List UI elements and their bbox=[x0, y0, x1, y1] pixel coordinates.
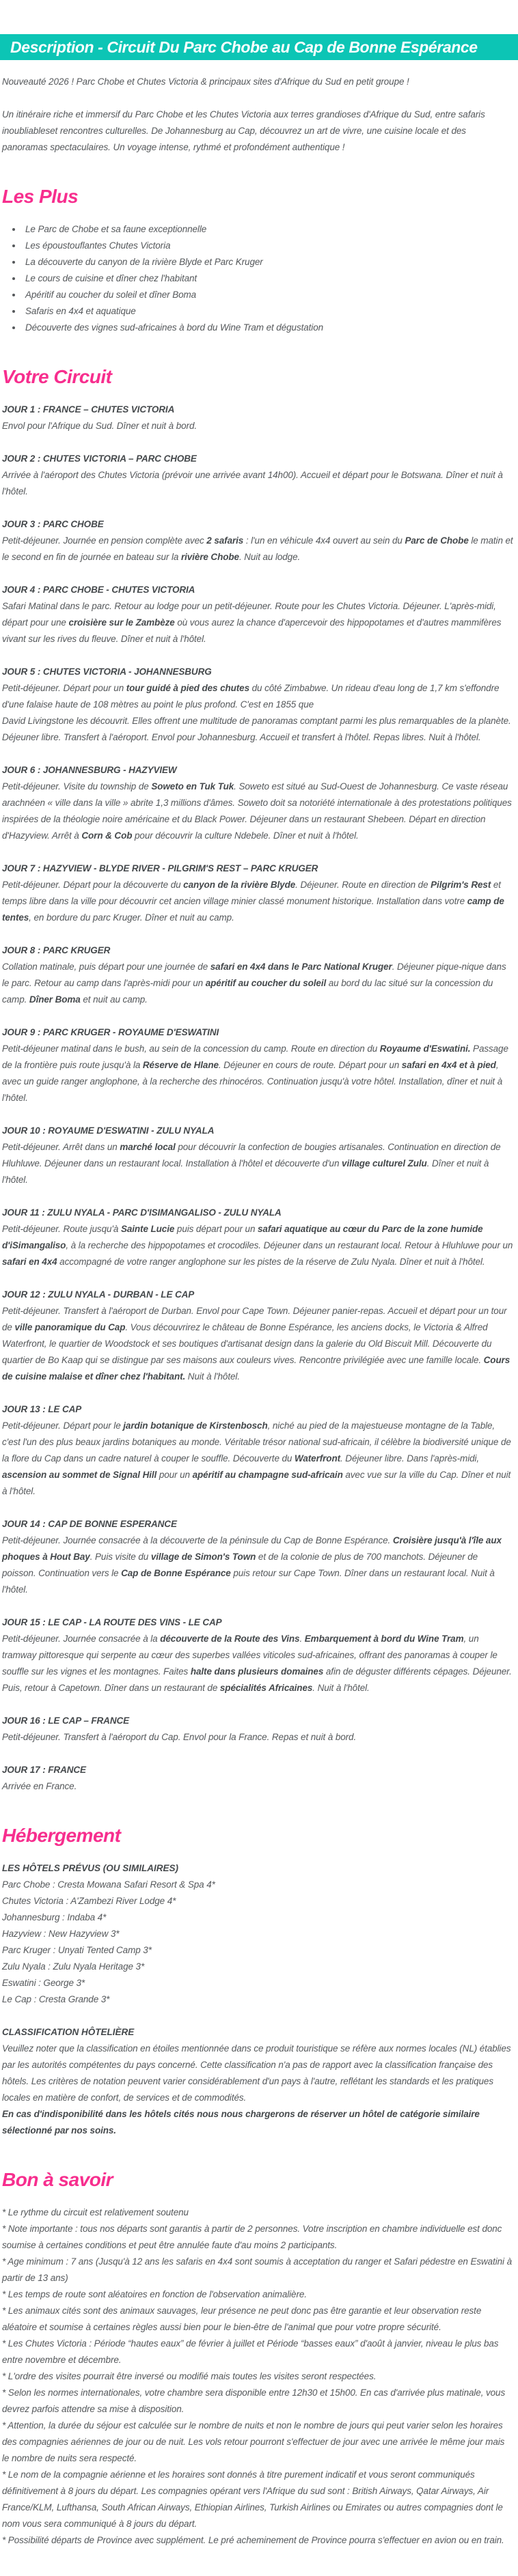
day-title: JOUR 6 : JOHANNESBURG - HAZYVIEW bbox=[2, 765, 177, 775]
les-plus-item: • Le Parc de Chobe et sa faune exceptionnelle bbox=[23, 221, 514, 238]
day-body: Petit-déjeuner. Départ pour un tour guidé à pied des chutes du côté Zimbabwe. Un rideau d'eau long de 1,7 km s'effondre d'une falaise haute de 108 mètres au point le plus profond. C'est en 1855 que David Livingstone les découvrit. Elles offrent une multitude de panoramas comptant parmi les plus remarquables de la planète. Déjeuner libre. Transfert à l'aéroport. Envol pour Johannesburg. Accueil et transfert à l'hôtel. Repas libres. Nuit à l'hôtel. bbox=[2, 683, 511, 742]
day-block bbox=[2, 1024, 514, 1106]
day-block bbox=[2, 1205, 514, 1270]
day-title: JOUR 5 : CHUTES VICTORIA - JOHANNESBURG bbox=[2, 667, 212, 677]
description-banner bbox=[0, 34, 518, 60]
hotel-line: Chutes Victoria : A'Zambezi River Lodge 4* bbox=[2, 1896, 176, 1906]
page-content bbox=[0, 74, 518, 2576]
day-block bbox=[2, 402, 514, 434]
day-title: JOUR 4 : PARC CHOBE - CHUTES VICTORIA bbox=[2, 585, 195, 595]
trip-description-page bbox=[0, 34, 518, 2576]
hotel-line: Parc Chobe : Cresta Mowana Safari Resort & Spa 4* bbox=[2, 1879, 215, 1890]
les-plus-item: • La découverte du canyon de la rivière Blyde et Parc Kruger bbox=[23, 254, 514, 270]
note-item: * L'ordre des visites pourrait être inversé ou modifié mais toutes les visites seront respectées. bbox=[2, 2371, 377, 2381]
note-item: * Les Chutes Victoria : Période “hautes eaux” de février à juillet et Période “basses eaux” d'août à janvier, niveau le plus bas entre novembre et décembre. bbox=[2, 2338, 499, 2365]
day-block bbox=[2, 860, 514, 926]
day-title: JOUR 8 : PARC KRUGER bbox=[2, 945, 111, 955]
votre-circuit-heading: Votre Circuit bbox=[2, 366, 112, 387]
hotel-line: Eswatini : George 3* bbox=[2, 1978, 85, 1988]
day-block bbox=[2, 664, 514, 746]
day-title: JOUR 13 : LE CAP bbox=[2, 1404, 82, 1414]
note-item: * Les animaux cités sont des animaux sauvages, leur présence ne peut donc pas être garantie et leur observation reste aléatoire et soumise à certaines règles aussi bien pour le bien-être de l'animal que pour votre propre sécurité. bbox=[2, 2306, 482, 2332]
day-block bbox=[2, 1123, 514, 1188]
day-body: Petit-déjeuner. Journée en pension complète avec 2 safaris : l'un en véhicule 4x4 ouvert au sein du Parc de Chobe le matin et le second en fin de journée en bateau sur la rivière Chobe. Nuit au lodge. bbox=[2, 535, 513, 562]
day-block bbox=[2, 451, 514, 500]
day-block bbox=[2, 1614, 514, 1696]
intro-paragraph: Un itinéraire riche et immersif du Parc Chobe et les Chutes Victoria aux terres grandioses d'Afrique du Sud, entre safaris inoubliableset rencontres culturelles. De Johannesburg au Cap, découvrez un art de vivre, une cuisine locale et des panoramas spectaculaires. Un voyage intense, rythmé et profondément authentique ! bbox=[2, 109, 485, 152]
classification-text: Veuillez noter que la classification en étoiles mentionnée dans ce produit touristique se réfère aux normes locales (NL) établies par les autorités compétentes du pays concerné. Cette classification n'a pas de rapport avec la classification française des hôtels. Les critères de notation peuvent varier considérablement d'un pays à l'autre, reflétant les standards et les pratiques locales en matière de confort, de services et de commodités. bbox=[2, 2043, 511, 2103]
day-body: Arrivée à l'aéroport des Chutes Victoria (prévoir une arrivée avant 14h00). Accueil et départ pour le Botswana. Dîner et nuit à l'hôtel. bbox=[2, 470, 503, 496]
les-plus-item: • Découverte des vignes sud-africaines à bord du Wine Tram et dégustation bbox=[23, 320, 514, 336]
note-item: * Note importante : tous nos départs sont garantis à partir de 2 personnes. Votre inscription en chambre individuelle est donc soumise à certaines conditions et peut être annulée faute d'au moins 2 participants. bbox=[2, 2224, 502, 2250]
hotels-title: LES HÔTELS PRÉVUS (OU SIMILAIRES) bbox=[2, 1863, 179, 1873]
note-item: * Le nom de la compagnie aérienne et les horaires sont donnés à titre purement indicatif et vous seront communiqués définitivement à 8 jours du départ. Les compagnies opérant vers l'Afrique du sud sont : British Airways, Qatar Airways, Air France/KLM, Lufthansa, South African Airways, Ethiopian Airlines, Turkish Airlines ou Emirates ou autres compagnies dont le nom vous sera communiqué à 8 jours du départ. bbox=[2, 2469, 503, 2529]
day-title: JOUR 10 : ROYAUME D'ESWATINI - ZULU NYALA bbox=[2, 1125, 215, 1136]
day-body: Petit-déjeuner. Journée consacrée à la découverte de la péninsule du Cap de Bonne Espérance. Croisière jusqu'à l'île aux phoques à Hout Bay. Puis visite du village de Simon's Town et de la colonie de plus de 700 manchots. Déjeuner de poisson. Continuation vers le Cap de Bonne Espérance puis retour sur Cape Town. Dîner dans un restaurant local. Nuit à l'hôtel. bbox=[2, 1535, 502, 1595]
hotel-line: Johannesburg : Indaba 4* bbox=[2, 1912, 107, 1922]
les-plus-heading: Les Plus bbox=[2, 186, 79, 207]
day-body: Petit-déjeuner. Départ pour la découverte du canyon de la rivière Blyde. Déjeuner. Route en direction de Pilgrim's Rest et temps libre dans la ville pour découvrir cet ancien village minier classé monument historique. Installation dans votre camp de tentes, en bordure du parc Kruger. Dîner et nuit au camp. bbox=[2, 880, 504, 923]
day-title: JOUR 14 : CAP DE BONNE ESPERANCE bbox=[2, 1519, 177, 1529]
note-item: * Age minimum : 7 ans (Jusqu'à 12 ans les safaris en 4x4 sont soumis à acceptation du ranger et Safari pédestre en Eswatini à partir de 13 ans) bbox=[2, 2256, 512, 2283]
hotel-line: Hazyview : New Hazyview 3* bbox=[2, 1929, 120, 1939]
les-plus-list bbox=[2, 221, 514, 336]
day-body: Petit-déjeuner. Départ pour le jardin botanique de Kirstenbosch, niché au pied de la majestueuse montagne de la Table, c'est l'un des plus beaux jardins botaniques au monde. Véritable trésor national sud-africain, il célèbre la biodiversité unique de la flore du Cap dans un cadre naturel à couper le souffle. Découverte du Waterfront. Déjeuner libre. Dans l'après-midi, ascension au sommet de Signal Hill pour un apéritif au champagne sud-africain avec vue sur la ville du Cap. Dîner et nuit à l'hôtel. bbox=[2, 1420, 511, 1496]
day-body: Petit-déjeuner. Visite du township de Soweto en Tuk Tuk. Soweto est situé au Sud-Ouest de Johannesburg. Ce vaste réseau arachnéen « ville dans la ville » abrite 1,3 millions d'âmes. Soweto doit sa notoriété internationale à des protestations politiques inspirées de la théologie noire américaine et du Black Power. Déjeuner dans un restaurant Shebeen. Départ en direction d'Hazyview. Arrêt à Corn & Cob pour découvrir la culture Ndebele. Dîner et nuit à l'hôtel. bbox=[2, 781, 512, 841]
les-plus-item: • Les époustouflantes Chutes Victoria bbox=[23, 238, 514, 254]
day-body: Petit-déjeuner. Transfert à l'aéroport de Durban. Envol pour Cape Town. Déjeuner panier-repas. Accueil et départ pour un tour de ville panoramique du Cap. Vous découvrirez le château de Bonne Espérance, les anciens docks, le Victoria & Alfred Waterfront, le quartier de Woodstock et ses boutiques d'artisanat design dans la galerie du Old Biscuit Mill. Découverte du quartier de Bo Kaap qui se distingue par ses maisons aux couleurs vives. Rencontre privilégiée avec une famille locale. Cours de cuisine malaise et dîner chez l'habitant. Nuit à l'hôtel. bbox=[2, 1306, 510, 1382]
les-plus-item: • Safaris en 4x4 et aquatique bbox=[23, 303, 514, 320]
day-block bbox=[2, 1762, 514, 1795]
day-block bbox=[2, 762, 514, 844]
day-title: JOUR 12 : ZULU NYALA - DURBAN - LE CAP bbox=[2, 1289, 195, 1300]
note-item: * Attention, la durée du séjour est calculée sur le nombre de nuits et non le nombre de jours qui peut varier selon les horaires des compagnies aériennes de jour ou de nuit. Les vols retour pourront s'effectuer de jour avec une arrivée le même jour mais le nombre de nuits sera respecté. bbox=[2, 2420, 505, 2463]
hotel-line: Le Cap : Cresta Grande 3* bbox=[2, 1994, 110, 2004]
les-plus-item: • Apéritif au coucher du soleil et dîner Boma bbox=[23, 287, 514, 303]
day-title: JOUR 15 : LE CAP - LA ROUTE DES VINS - LE CAP bbox=[2, 1617, 222, 1627]
classification-title: CLASSIFICATION HÔTELIÈRE bbox=[2, 2027, 135, 2037]
hotel-line: Zulu Nyala : Zulu Nyala Heritage 3* bbox=[2, 1961, 145, 1972]
day-body: Petit-déjeuner. Journée consacrée à la découverte de la Route des Vins. Embarquement à bord du Wine Tram, un tramway pittoresque qui serpente au cœur des superbes vallées viticoles sud-africaines, offrant des panoramas à couper le souffle sur les vignes et les montagnes. Faites halte dans plusieurs domaines afin de déguster différents cépages. Déjeuner. Puis, retour à Capetown. Dîner dans un restaurant de spécialités Africaines. Nuit à l'hôtel. bbox=[2, 1634, 512, 1693]
day-block bbox=[2, 1713, 514, 1746]
day-block bbox=[2, 1401, 514, 1500]
day-body: Collation matinale, puis départ pour une journée de safari en 4x4 dans le Parc National Kruger. Déjeuner pique-nique dans le parc. Retour au camp dans l'après-midi pour un apéritif au coucher du soleil au bord du lac situé sur la concession du camp. Dîner Boma et nuit au camp. bbox=[2, 962, 506, 1005]
day-title: JOUR 7 : HAZYVIEW - BLYDE RIVER - PILGRIM'S REST – PARC KRUGER bbox=[2, 863, 318, 873]
day-block bbox=[2, 516, 514, 565]
day-body: Petit-déjeuner. Transfert à l'aéroport du Cap. Envol pour la France. Repas et nuit à bord. bbox=[2, 1732, 357, 1742]
day-block bbox=[2, 1516, 514, 1598]
day-body: Petit-déjeuner. Arrêt dans un marché local pour découvrir la confection de bougies artisanales. Continuation en direction de Hluhluwe. Déjeuner dans un restaurant local. Installation à l'hôtel et découverte d'un village culturel Zulu. Dîner et nuit à l'hôtel. bbox=[2, 1142, 501, 1185]
day-title: JOUR 1 : FRANCE – CHUTES VICTORIA bbox=[2, 404, 175, 415]
page-title: Description - Circuit Du Parc Chobe au Cap de Bonne Espérance bbox=[10, 38, 478, 56]
day-title: JOUR 17 : FRANCE bbox=[2, 1765, 86, 1775]
note-item: * Le rythme du circuit est relativement soutenu bbox=[2, 2207, 189, 2217]
intro-highlight: Nouveauté 2026 ! Parc Chobe et Chutes Victoria & principaux sites d'Afrique du Sud en petit groupe ! bbox=[2, 76, 409, 87]
bon-a-savoir-list bbox=[2, 2204, 514, 2549]
note-item: * Selon les normes internationales, votre chambre sera disponible entre 12h30 et 15h00. En cas d'arrivée plus matinale, vous devrez parfois attendre sa mise à disposition. bbox=[2, 2388, 506, 2414]
hotels-list bbox=[2, 1877, 514, 2008]
day-block bbox=[2, 582, 514, 647]
day-title: JOUR 9 : PARC KRUGER - ROYAUME D'ESWATINI bbox=[2, 1027, 219, 1037]
day-block bbox=[2, 942, 514, 1008]
day-body: Safari Matinal dans le parc. Retour au lodge pour un petit-déjeuner. Route pour les Chutes Victoria. Déjeuner. L'après-midi, départ pour une croisière sur le Zambèze où vous aurez la chance d'apercevoir des hippopotames et d'autres mammifères vivant sur les rives du fleuve. Dîner et nuit à l'hôtel. bbox=[2, 601, 502, 644]
hotel-line: Parc Kruger : Unyati Tented Camp 3* bbox=[2, 1945, 152, 1955]
note-item: * Possibilité départs de Province avec supplément. Le pré acheminement de Province pourra s'effectuer en avion ou en train. bbox=[2, 2535, 504, 2545]
bon-a-savoir-heading: Bon à savoir bbox=[2, 2169, 113, 2190]
day-title: JOUR 2 : CHUTES VICTORIA – PARC CHOBE bbox=[2, 453, 197, 464]
day-title: JOUR 11 : ZULU NYALA - PARC D'ISIMANGALISO - ZULU NYALA bbox=[2, 1207, 282, 1218]
day-title: JOUR 3 : PARC CHOBE bbox=[2, 519, 104, 529]
les-plus-item: • Le cours de cuisine et dîner chez l'habitant bbox=[23, 270, 514, 287]
day-block bbox=[2, 1287, 514, 1385]
day-body: Petit-déjeuner. Route jusqu'à Sainte Lucie puis départ pour un safari aquatique au cœur du Parc de la zone humide d'iSimangaliso, à la recherche des hippopotames et crocodiles. Déjeuner dans un restaurant local. Retour à Hluhluwe pour un safari en 4x4 accompagné de votre ranger anglophone sur les pistes de la réserve de Zulu Nyala. Dîner et nuit à l'hôtel. bbox=[2, 1224, 513, 1267]
hebergement-heading: Hébergement bbox=[2, 1825, 121, 1846]
note-item: * Les temps de route sont aléatoires en fonction de l'observation animalière. bbox=[2, 2289, 307, 2299]
day-title: JOUR 16 : LE CAP – FRANCE bbox=[2, 1716, 130, 1726]
classification-bold-text: En cas d'indisponibilité dans les hôtels cités nous nous chargerons de réserver un hôtel de catégorie similaire sélectionné par nos soins. bbox=[2, 2109, 480, 2136]
day-body: Envol pour l'Afrique du Sud. Dîner et nuit à bord. bbox=[2, 421, 197, 431]
day-body: Petit-déjeuner matinal dans le bush, au sein de la concession du camp. Route en direction du Royaume d'Eswatini. Passage de la frontière puis route jusqu'à la Réserve de Hlane. Déjeuner en cours de route. Départ pour un safari en 4x4 et à pied, avec un guide ranger anglophone, à la recherche des rhinocéros. Continuation jusqu'à votre hôtel. Installation, dîner et nuit à l'hôtel. bbox=[2, 1044, 508, 1103]
day-body: Arrivée en France. bbox=[2, 1781, 77, 1791]
